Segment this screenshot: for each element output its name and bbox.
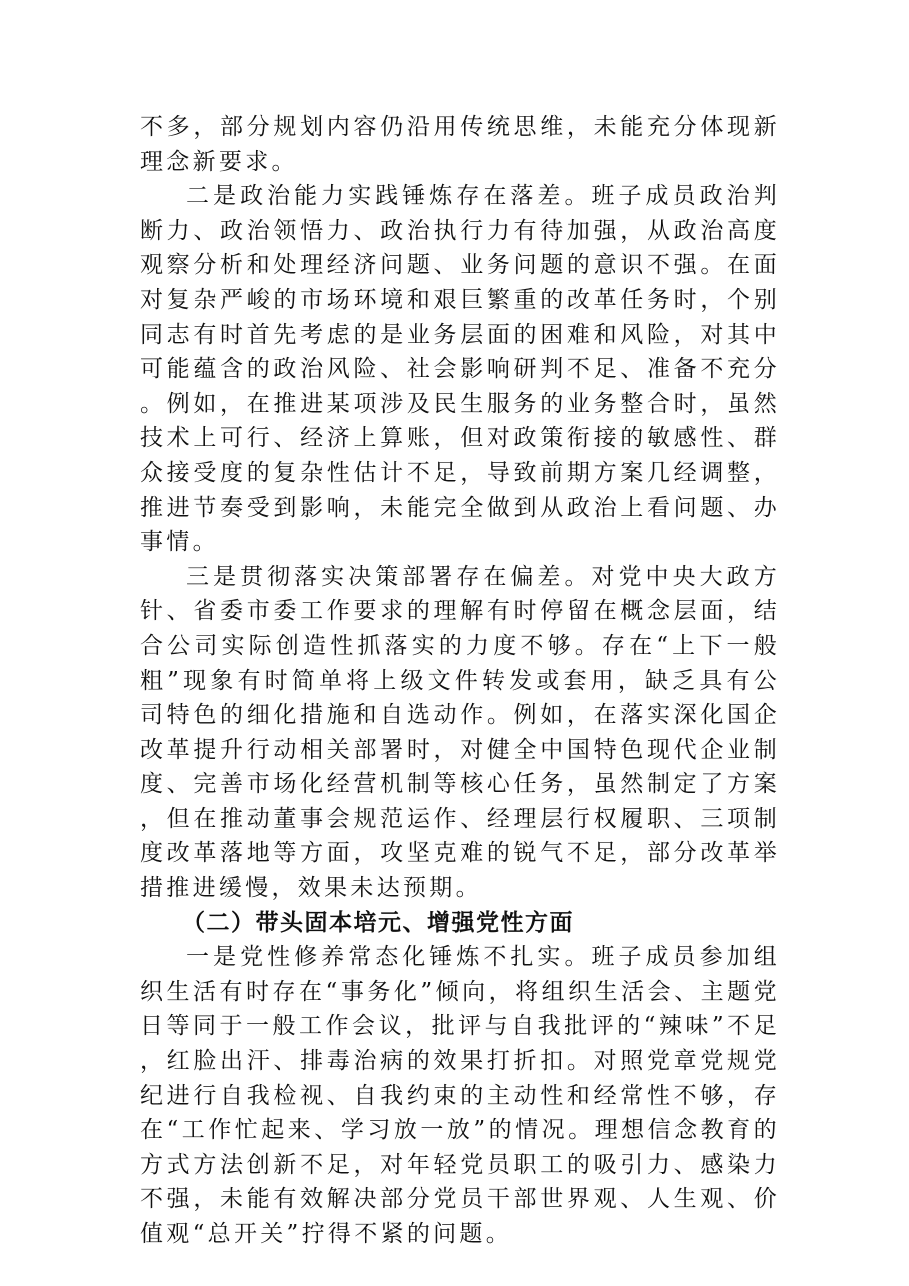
paragraph-implementation: 三是贯彻落实决策部署存在偏差。对党中央大政方针、省委市委工作要求的理解有时停留在概念层面，结合公司实际创造性抓落实的力度不够。存在“上下一般粗”现象有时简单将上级文件转发或套用，缺乏具有公司特色的细化措施和自选动作。例如，在落实深化国企改革提升行动相关部署时，对健全中国特色现代企业制度、完善市场化经营机制等核心任务，虽然制定了方案，但在推动董事会规范运作、经理层行权履职、三项制度改革落地等方面，攻坚克难的锐气不足，部分改革举措推进缓慢，效果未达预期。 (140, 563, 780, 902)
document-body (140, 110, 780, 1252)
paragraph-political-ability: 二是政治能力实践锤炼存在落差。班子成员政治判断力、政治领悟力、政治执行力有待加强，从政治高度观察分析和处理经济问题、业务问题的意识不强。在面对复杂严峻的市场环境和艰巨繁重的改革任务时，个别同志有时首先考虑的是业务层面的困难和风险，对其中可能蕴含的政治风险、社会影响研判不足、准备不充分。例如，在推进某项涉及民生服务的业务整合时，虽然技术上可行、经济上算账，但对政策衔接的敏感性、群众接受度的复杂性估计不足，导致前期方案几经调整，推进节奏受到影响，未能完全做到从政治上看问题、办事情。 (140, 183, 780, 556)
paragraph-party-spirit: 一是党性修养常态化锤炼不扎实。班子成员参加组织生活有时存在“事务化”倾向，将组织生活会、主题党日等同于一般工作会议，批评与自我批评的“辣味”不足，红脸出汗、排毒治病的效果打折扣。对照党章党规党纪进行自我检视、自我约束的主动性和经常性不够，存在“工作忙起来、学习放一放”的情况。理想信念教育的方式方法创新不足，对年轻党员职工的吸引力、感染力不强，未能有效解决部分党员干部世界观、人生观、价值观“总开关”拧得不紧的问题。 (140, 944, 780, 1247)
paragraph-continuation: 不多，部分规划内容仍沿用传统思维，未能充分体现新理念新要求。 (140, 114, 780, 175)
section-heading: （二）带头固本培元、增强党性方面 (182, 908, 574, 936)
